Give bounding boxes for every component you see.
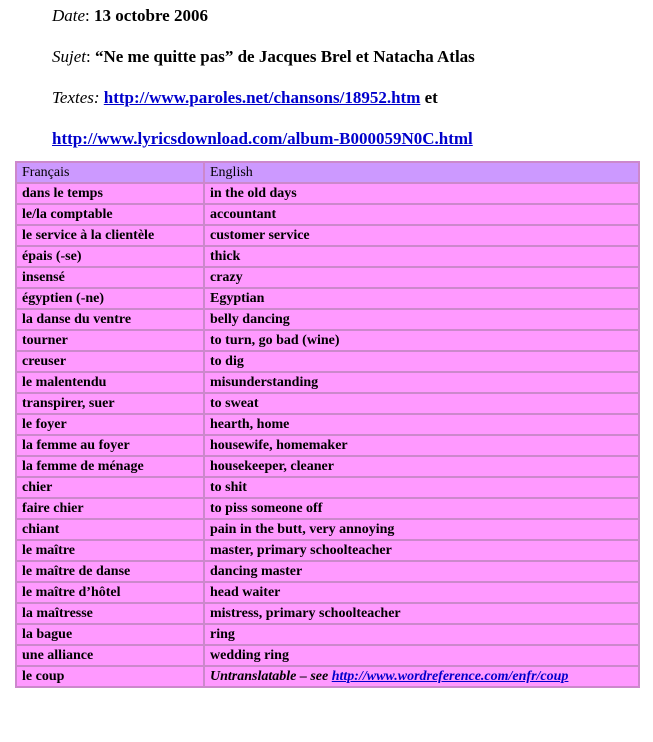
english-term: accountant: [205, 205, 638, 224]
table-header-row: [17, 163, 638, 182]
lyrics-link-line: [52, 129, 473, 149]
french-term: la danse du ventre: [17, 310, 203, 329]
english-term: crazy: [205, 268, 638, 287]
french-term: insensé: [17, 268, 203, 287]
table-row: [17, 415, 638, 434]
date-line: [52, 6, 208, 26]
table-row: [17, 352, 638, 371]
column-header-french: Français: [17, 163, 203, 182]
table-row: [17, 604, 638, 623]
english-term: hearth, home: [205, 415, 638, 434]
english-term: ring: [205, 625, 638, 644]
table-row: [17, 205, 638, 224]
table-row: [17, 331, 638, 350]
english-term: to dig: [205, 352, 638, 371]
english-term: Egyptian: [205, 289, 638, 308]
untranslatable-note: Untranslatable – see: [210, 669, 329, 684]
english-term: pain in the butt, very annoying: [205, 520, 638, 539]
table-row: [17, 310, 638, 329]
french-term: faire chier: [17, 499, 203, 518]
french-term: épais (-se): [17, 247, 203, 266]
french-term: le service à la clientèle: [17, 226, 203, 245]
date-label: Date: [52, 6, 86, 25]
french-term: la femme de ménage: [17, 457, 203, 476]
table-row: [17, 520, 638, 539]
table-row: [17, 268, 638, 287]
vocabulary-table: [15, 161, 640, 688]
subject-colon: :: [86, 47, 95, 66]
french-term: égyptien (-ne): [17, 289, 203, 308]
english-term: housekeeper, cleaner: [205, 457, 638, 476]
english-term: housewife, homemaker: [205, 436, 638, 455]
english-term: misunderstanding: [205, 373, 638, 392]
table-row: [17, 478, 638, 497]
table-row: [17, 646, 638, 665]
paroles-link[interactable]: http://www.paroles.net/chansons/18952.htm: [103, 88, 421, 107]
french-term: dans le temps: [17, 184, 203, 203]
french-term: le malentendu: [17, 373, 203, 392]
texts-label: Textes:: [52, 88, 100, 107]
english-term-note: [205, 667, 638, 686]
english-term: thick: [205, 247, 638, 266]
table-row: [17, 436, 638, 455]
date-value: 13 octobre 2006: [94, 6, 208, 25]
english-term: to piss someone off: [205, 499, 638, 518]
english-term: head waiter: [205, 583, 638, 602]
wordreference-link[interactable]: http://www.wordreference.com/enfr/coup: [331, 669, 569, 684]
table-row: [17, 499, 638, 518]
english-term: to turn, go bad (wine): [205, 331, 638, 350]
table-row: [17, 373, 638, 392]
french-term: le coup: [17, 667, 203, 686]
french-term: le maître: [17, 541, 203, 560]
table-row: [17, 583, 638, 602]
french-term: la bague: [17, 625, 203, 644]
vocabulary-table-body: [17, 184, 638, 686]
english-term: mistress, primary schoolteacher: [205, 604, 638, 623]
english-term: customer service: [205, 226, 638, 245]
french-term: chiant: [17, 520, 203, 539]
link-joiner: et: [424, 88, 438, 107]
table-row: [17, 247, 638, 266]
english-term: to shit: [205, 478, 638, 497]
french-term: une alliance: [17, 646, 203, 665]
subject-value: “Ne me quitte pas” de Jacques Brel et Natacha Atlas: [94, 47, 475, 66]
table-row: [17, 226, 638, 245]
french-term: le foyer: [17, 415, 203, 434]
table-row: [17, 625, 638, 644]
lyricsdownload-link[interactable]: http://www.lyricsdownload.com/album-B000059N0C.html: [52, 129, 473, 148]
french-term: creuser: [17, 352, 203, 371]
french-term: chier: [17, 478, 203, 497]
subject-label: Sujet: [52, 47, 86, 66]
table-row: [17, 541, 638, 560]
french-term: le/la comptable: [17, 205, 203, 224]
date-colon: :: [85, 6, 95, 25]
table-row-last: [17, 667, 638, 686]
french-term: transpirer, suer: [17, 394, 203, 413]
column-header-english: English: [205, 163, 638, 182]
english-term: wedding ring: [205, 646, 638, 665]
english-term: to sweat: [205, 394, 638, 413]
texts-line: [52, 88, 438, 108]
english-term: belly dancing: [205, 310, 638, 329]
subject-line: [52, 47, 475, 67]
french-term: tourner: [17, 331, 203, 350]
english-term: master, primary schoolteacher: [205, 541, 638, 560]
french-term: le maître de danse: [17, 562, 203, 581]
french-term: la maîtresse: [17, 604, 203, 623]
table-row: [17, 289, 638, 308]
table-row: [17, 394, 638, 413]
french-term: la femme au foyer: [17, 436, 203, 455]
table-row: [17, 562, 638, 581]
table-row: [17, 184, 638, 203]
table-row: [17, 457, 638, 476]
french-term: le maître d’hôtel: [17, 583, 203, 602]
english-term: in the old days: [205, 184, 638, 203]
english-term: dancing master: [205, 562, 638, 581]
